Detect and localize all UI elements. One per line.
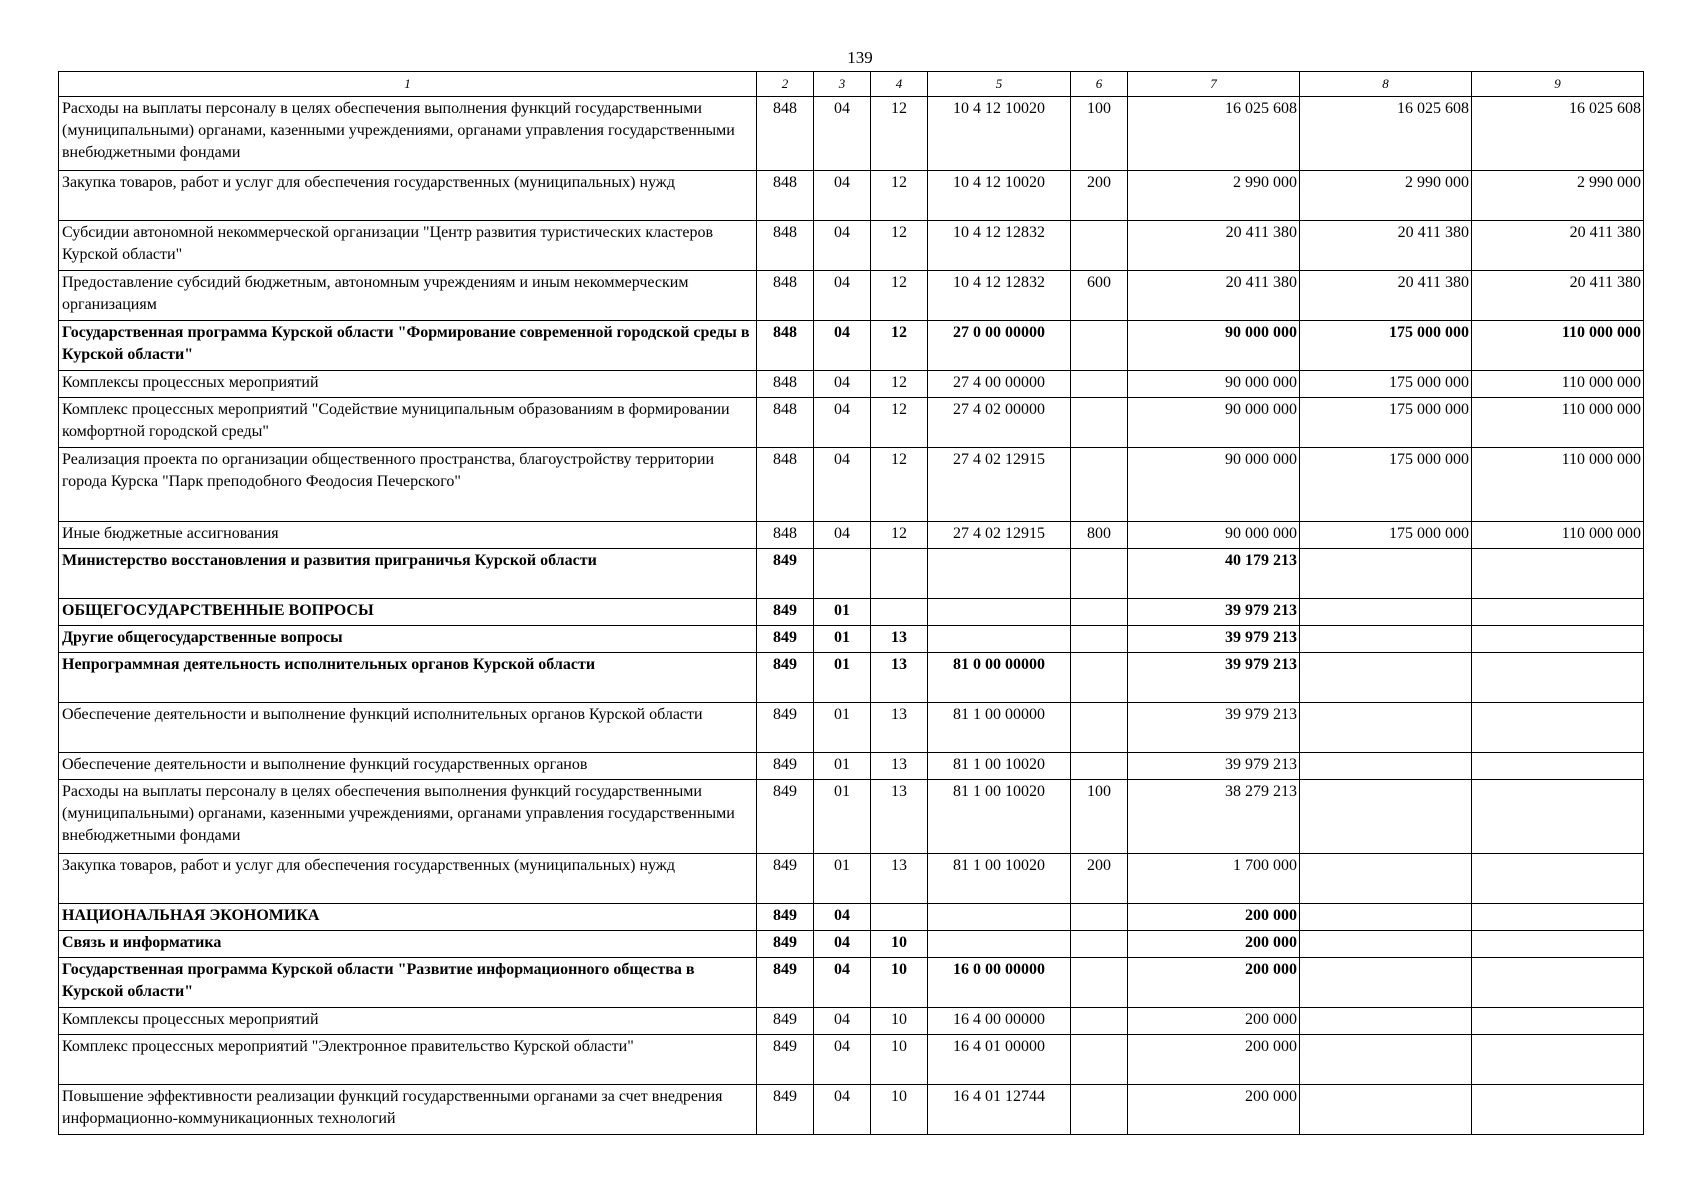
cell-amount-3: 110 000 000 (1472, 398, 1644, 448)
cell-ministry: 848 (757, 171, 814, 221)
cell-subsection: 13 (871, 780, 928, 854)
cell-target-article: 10 4 12 12832 (928, 271, 1071, 321)
cell-expense-type: 100 (1071, 97, 1128, 171)
cell-subsection: 10 (871, 931, 928, 958)
cell-amount-1: 39 979 213 (1128, 753, 1300, 780)
table-row (59, 626, 1644, 653)
cell-target-article (928, 626, 1071, 653)
cell-amount-3 (1472, 653, 1644, 703)
column-number-header (59, 72, 1644, 97)
cell-expense-type (1071, 753, 1128, 780)
cell-amount-2 (1300, 599, 1472, 626)
cell-ministry: 849 (757, 1008, 814, 1035)
cell-amount-3 (1472, 753, 1644, 780)
cell-expense-type (1071, 599, 1128, 626)
cell-expense-type (1071, 904, 1128, 931)
cell-amount-2: 175 000 000 (1300, 448, 1472, 522)
table-row (59, 904, 1644, 931)
cell-name: Министерство восстановления и развития приграничья Курской области (59, 549, 757, 599)
cell-section: 04 (814, 931, 871, 958)
cell-name: Связь и информатика (59, 931, 757, 958)
cell-ministry: 849 (757, 653, 814, 703)
cell-ministry: 849 (757, 626, 814, 653)
cell-amount-2 (1300, 1085, 1472, 1135)
cell-target-article: 16 4 00 00000 (928, 1008, 1071, 1035)
cell-subsection: 10 (871, 1085, 928, 1135)
cell-name: Комплексы процессных мероприятий (59, 1008, 757, 1035)
cell-subsection (871, 599, 928, 626)
cell-expense-type (1071, 221, 1128, 271)
cell-amount-1: 39 979 213 (1128, 626, 1300, 653)
cell-subsection (871, 549, 928, 599)
cell-section: 04 (814, 1008, 871, 1035)
cell-amount-1: 200 000 (1128, 1035, 1300, 1085)
table-row (59, 1035, 1644, 1085)
header-cell-3: 3 (814, 72, 871, 97)
cell-section: 04 (814, 522, 871, 549)
table-row (59, 448, 1644, 522)
cell-section: 04 (814, 958, 871, 1008)
table-row (59, 271, 1644, 321)
cell-subsection: 12 (871, 221, 928, 271)
cell-amount-1: 90 000 000 (1128, 321, 1300, 371)
cell-section: 01 (814, 753, 871, 780)
cell-subsection: 12 (871, 271, 928, 321)
cell-amount-3: 110 000 000 (1472, 448, 1644, 522)
cell-target-article (928, 599, 1071, 626)
cell-expense-type (1071, 1085, 1128, 1135)
cell-amount-1: 20 411 380 (1128, 271, 1300, 321)
cell-target-article: 81 1 00 10020 (928, 780, 1071, 854)
cell-ministry: 848 (757, 271, 814, 321)
cell-amount-3: 20 411 380 (1472, 271, 1644, 321)
cell-amount-3: 16 025 608 (1472, 97, 1644, 171)
cell-amount-3 (1472, 1035, 1644, 1085)
cell-name: Повышение эффективности реализации функций государственными органами за счет внедрения информационно-коммуникационных технологий (59, 1085, 757, 1135)
cell-ministry: 849 (757, 854, 814, 904)
cell-expense-type: 800 (1071, 522, 1128, 549)
cell-amount-1: 20 411 380 (1128, 221, 1300, 271)
cell-target-article: 81 1 00 00000 (928, 703, 1071, 753)
cell-ministry: 849 (757, 780, 814, 854)
cell-subsection: 10 (871, 958, 928, 1008)
cell-ministry: 849 (757, 1035, 814, 1085)
cell-target-article (928, 904, 1071, 931)
cell-amount-2: 175 000 000 (1300, 398, 1472, 448)
header-cell-8: 8 (1300, 72, 1472, 97)
cell-amount-2: 175 000 000 (1300, 522, 1472, 549)
cell-name: Реализация проекта по организации общественного пространства, благоустройству территории города Курска "Парк преподобного Феодосия Печерского" (59, 448, 757, 522)
cell-target-article (928, 549, 1071, 599)
cell-subsection (871, 904, 928, 931)
cell-amount-3 (1472, 780, 1644, 854)
cell-target-article: 27 4 02 12915 (928, 448, 1071, 522)
cell-target-article: 10 4 12 10020 (928, 97, 1071, 171)
table-row (59, 398, 1644, 448)
cell-amount-1: 90 000 000 (1128, 371, 1300, 398)
header-cell-7: 7 (1128, 72, 1300, 97)
header-cell-5: 5 (928, 72, 1071, 97)
cell-section: 01 (814, 780, 871, 854)
cell-expense-type (1071, 448, 1128, 522)
cell-amount-3: 20 411 380 (1472, 221, 1644, 271)
table-row (59, 703, 1644, 753)
cell-expense-type: 100 (1071, 780, 1128, 854)
cell-expense-type (1071, 931, 1128, 958)
cell-amount-3: 2 990 000 (1472, 171, 1644, 221)
cell-section: 04 (814, 448, 871, 522)
header-cell-9: 9 (1472, 72, 1644, 97)
header-cell-1: 1 (59, 72, 757, 97)
cell-amount-2: 20 411 380 (1300, 271, 1472, 321)
cell-section: 04 (814, 1035, 871, 1085)
cell-name: Расходы на выплаты персоналу в целях обеспечения выполнения функций государственными (муниципальными) органами, казенными учреждениями, органами управления государственными внебюджетными фондами (59, 780, 757, 854)
cell-amount-2 (1300, 904, 1472, 931)
cell-ministry: 848 (757, 371, 814, 398)
cell-amount-1: 38 279 213 (1128, 780, 1300, 854)
cell-amount-2: 16 025 608 (1300, 97, 1472, 171)
cell-amount-1: 40 179 213 (1128, 549, 1300, 599)
cell-amount-1: 200 000 (1128, 1008, 1300, 1035)
cell-target-article: 10 4 12 10020 (928, 171, 1071, 221)
cell-amount-1: 90 000 000 (1128, 448, 1300, 522)
table-row (59, 221, 1644, 271)
cell-amount-1: 39 979 213 (1128, 599, 1300, 626)
cell-target-article: 16 4 01 12744 (928, 1085, 1071, 1135)
cell-target-article: 81 1 00 10020 (928, 854, 1071, 904)
cell-ministry: 849 (757, 904, 814, 931)
cell-ministry: 848 (757, 522, 814, 549)
cell-expense-type (1071, 958, 1128, 1008)
table-row (59, 97, 1644, 171)
cell-amount-2 (1300, 626, 1472, 653)
cell-expense-type: 200 (1071, 171, 1128, 221)
cell-section: 01 (814, 599, 871, 626)
cell-subsection: 13 (871, 753, 928, 780)
cell-subsection: 10 (871, 1008, 928, 1035)
cell-expense-type (1071, 626, 1128, 653)
cell-amount-2 (1300, 931, 1472, 958)
cell-subsection: 12 (871, 97, 928, 171)
table-row (59, 171, 1644, 221)
cell-ministry: 848 (757, 398, 814, 448)
cell-amount-3 (1472, 703, 1644, 753)
table-row (59, 854, 1644, 904)
cell-subsection: 12 (871, 371, 928, 398)
cell-amount-2 (1300, 1035, 1472, 1085)
cell-expense-type (1071, 1035, 1128, 1085)
cell-target-article (928, 931, 1071, 958)
cell-expense-type (1071, 398, 1128, 448)
table-row (59, 753, 1644, 780)
cell-subsection: 10 (871, 1035, 928, 1085)
cell-section: 04 (814, 221, 871, 271)
cell-amount-1: 90 000 000 (1128, 398, 1300, 448)
cell-name: Государственная программа Курской области "Формирование современной городской среды в Курской области" (59, 321, 757, 371)
cell-amount-1: 1 700 000 (1128, 854, 1300, 904)
cell-section (814, 549, 871, 599)
header-cell-6: 6 (1071, 72, 1128, 97)
cell-name: Расходы на выплаты персоналу в целях обеспечения выполнения функций государственными (муниципальными) органами, казенными учреждениями, органами управления государственными внебюджетными фондами (59, 97, 757, 171)
cell-section: 04 (814, 398, 871, 448)
cell-section: 04 (814, 371, 871, 398)
cell-target-article: 27 4 00 00000 (928, 371, 1071, 398)
cell-amount-2 (1300, 653, 1472, 703)
cell-target-article: 27 4 02 12915 (928, 522, 1071, 549)
cell-name: Комплекс процессных мероприятий "Содействие муниципальным образованиям в формировании комфортной городской среды" (59, 398, 757, 448)
cell-ministry: 849 (757, 549, 814, 599)
cell-ministry: 849 (757, 1085, 814, 1135)
cell-ministry: 848 (757, 221, 814, 271)
cell-ministry: 848 (757, 97, 814, 171)
cell-name: Обеспечение деятельности и выполнение функций исполнительных органов Курской области (59, 703, 757, 753)
cell-amount-3 (1472, 626, 1644, 653)
cell-subsection: 13 (871, 626, 928, 653)
cell-amount-2 (1300, 854, 1472, 904)
cell-section: 04 (814, 321, 871, 371)
table-body (59, 97, 1644, 1135)
cell-expense-type (1071, 549, 1128, 599)
table-row (59, 780, 1644, 854)
cell-name: Закупка товаров, работ и услуг для обеспечения государственных (муниципальных) нужд (59, 854, 757, 904)
cell-subsection: 12 (871, 448, 928, 522)
cell-name: Субсидии автономной некоммерческой организации "Центр развития туристических кластеров Курской области" (59, 221, 757, 271)
cell-ministry: 849 (757, 958, 814, 1008)
table-row (59, 549, 1644, 599)
cell-amount-2 (1300, 753, 1472, 780)
cell-expense-type (1071, 1008, 1128, 1035)
table-row (59, 1008, 1644, 1035)
cell-name: Закупка товаров, работ и услуг для обеспечения государственных (муниципальных) нужд (59, 171, 757, 221)
cell-amount-2 (1300, 549, 1472, 599)
cell-target-article: 81 1 00 10020 (928, 753, 1071, 780)
table-row (59, 522, 1644, 549)
cell-amount-1: 16 025 608 (1128, 97, 1300, 171)
cell-name: НАЦИОНАЛЬНАЯ ЭКОНОМИКА (59, 904, 757, 931)
cell-section: 01 (814, 854, 871, 904)
cell-expense-type (1071, 703, 1128, 753)
cell-section: 04 (814, 171, 871, 221)
cell-amount-2: 175 000 000 (1300, 371, 1472, 398)
cell-target-article: 81 0 00 00000 (928, 653, 1071, 703)
table-row (59, 958, 1644, 1008)
table-row (59, 371, 1644, 398)
cell-subsection: 12 (871, 522, 928, 549)
cell-amount-3: 110 000 000 (1472, 522, 1644, 549)
cell-amount-3: 110 000 000 (1472, 321, 1644, 371)
cell-amount-3 (1472, 904, 1644, 931)
table-row (59, 1085, 1644, 1135)
cell-ministry: 849 (757, 931, 814, 958)
cell-subsection: 13 (871, 653, 928, 703)
cell-amount-1: 200 000 (1128, 931, 1300, 958)
cell-section: 04 (814, 271, 871, 321)
cell-amount-3 (1472, 958, 1644, 1008)
cell-name: ОБЩЕГОСУДАРСТВЕННЫЕ ВОПРОСЫ (59, 599, 757, 626)
cell-amount-2: 2 990 000 (1300, 171, 1472, 221)
cell-section: 01 (814, 653, 871, 703)
cell-section: 04 (814, 97, 871, 171)
cell-section: 04 (814, 1085, 871, 1135)
cell-target-article: 10 4 12 12832 (928, 221, 1071, 271)
cell-amount-2 (1300, 958, 1472, 1008)
cell-ministry: 849 (757, 703, 814, 753)
cell-expense-type: 200 (1071, 854, 1128, 904)
cell-ministry: 848 (757, 448, 814, 522)
page-number: 139 (847, 48, 873, 67)
cell-target-article: 27 4 02 00000 (928, 398, 1071, 448)
cell-amount-3 (1472, 931, 1644, 958)
cell-subsection: 12 (871, 398, 928, 448)
cell-amount-1: 200 000 (1128, 1085, 1300, 1135)
cell-name: Иные бюджетные ассигнования (59, 522, 757, 549)
cell-name: Другие общегосударственные вопросы (59, 626, 757, 653)
cell-subsection: 12 (871, 321, 928, 371)
cell-amount-3 (1472, 1085, 1644, 1135)
cell-amount-1: 39 979 213 (1128, 703, 1300, 753)
cell-amount-1: 200 000 (1128, 958, 1300, 1008)
cell-subsection: 13 (871, 703, 928, 753)
cell-amount-3 (1472, 549, 1644, 599)
cell-amount-3 (1472, 854, 1644, 904)
cell-amount-2 (1300, 703, 1472, 753)
table-row (59, 653, 1644, 703)
cell-expense-type (1071, 371, 1128, 398)
cell-section: 01 (814, 703, 871, 753)
cell-target-article: 16 4 01 00000 (928, 1035, 1071, 1085)
header-cell-2: 2 (757, 72, 814, 97)
cell-amount-1: 90 000 000 (1128, 522, 1300, 549)
cell-amount-1: 200 000 (1128, 904, 1300, 931)
header-cell-4: 4 (871, 72, 928, 97)
cell-subsection: 13 (871, 854, 928, 904)
cell-ministry: 848 (757, 321, 814, 371)
cell-section: 01 (814, 626, 871, 653)
cell-amount-3 (1472, 599, 1644, 626)
cell-expense-type (1071, 321, 1128, 371)
cell-name: Обеспечение деятельности и выполнение функций государственных органов (59, 753, 757, 780)
table-row (59, 321, 1644, 371)
cell-amount-2: 20 411 380 (1300, 221, 1472, 271)
table-row (59, 599, 1644, 626)
cell-ministry: 849 (757, 753, 814, 780)
cell-amount-3: 110 000 000 (1472, 371, 1644, 398)
cell-name: Государственная программа Курской области "Развитие информационного общества в Курской области" (59, 958, 757, 1008)
cell-target-article: 16 0 00 00000 (928, 958, 1071, 1008)
table-row (59, 931, 1644, 958)
cell-amount-2 (1300, 1008, 1472, 1035)
cell-subsection: 12 (871, 171, 928, 221)
cell-name: Комплексы процессных мероприятий (59, 371, 757, 398)
cell-ministry: 849 (757, 599, 814, 626)
cell-name: Предоставление субсидий бюджетным, автономным учреждениям и иным некоммерческим организациям (59, 271, 757, 321)
cell-amount-1: 2 990 000 (1128, 171, 1300, 221)
cell-amount-2: 175 000 000 (1300, 321, 1472, 371)
cell-name: Комплекс процессных мероприятий "Электронное правительство Курской области" (59, 1035, 757, 1085)
cell-amount-2 (1300, 780, 1472, 854)
cell-section: 04 (814, 904, 871, 931)
budget-table (58, 71, 1644, 1135)
cell-expense-type: 600 (1071, 271, 1128, 321)
cell-target-article: 27 0 00 00000 (928, 321, 1071, 371)
cell-name: Непрограммная деятельность исполнительных органов Курской области (59, 653, 757, 703)
cell-expense-type (1071, 653, 1128, 703)
cell-amount-1: 39 979 213 (1128, 653, 1300, 703)
cell-amount-3 (1472, 1008, 1644, 1035)
